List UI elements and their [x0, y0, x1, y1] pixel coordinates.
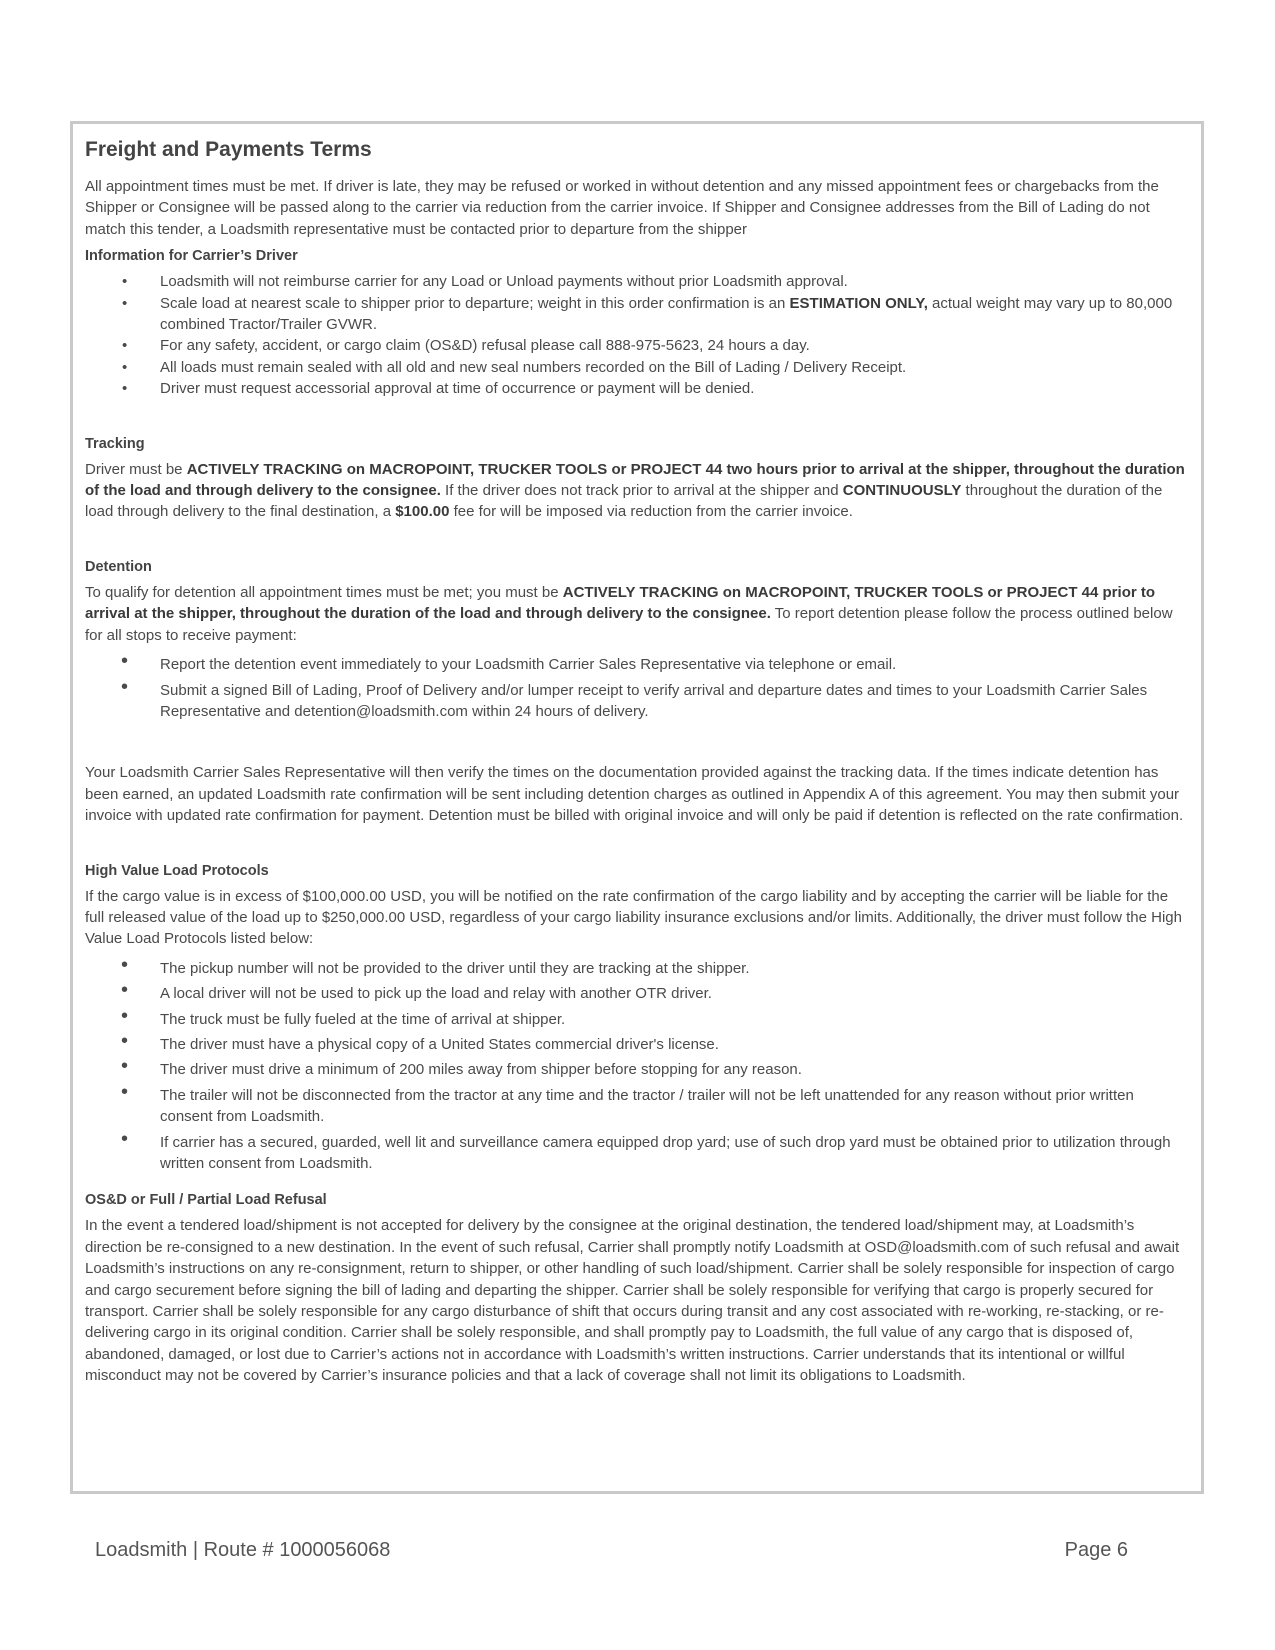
bullet-icon: •: [121, 1055, 129, 1078]
list-item: • The trailer will not be disconnected from the tractor at any time and the tractor / trailer will not be left unattended for any reason without prior written consent from Loadsmith.: [121, 1080, 1134, 1126]
bullet-icon: •: [122, 294, 128, 312]
osd-heading: OS&D or Full / Partial Load Refusal: [85, 1192, 327, 1209]
driver-info-heading: Information for Carrier’s Driver: [85, 248, 298, 265]
detention-list: [85, 650, 1189, 722]
page-footer: [95, 1539, 1128, 1562]
list-item: • Submit a signed Bill of Lading, Proof of Delivery and/or lumper receipt to verify arrival and departure dates and times to your Loadsmith Carrier Sales Representative and detention@loadsmith.com within 24 hours of delivery.: [121, 675, 1148, 720]
bullet-icon: •: [121, 953, 129, 976]
list-item: • A local driver will not be used to pick up the load and relay with another OTR driver.: [121, 979, 712, 1003]
tracking-heading: Tracking: [85, 435, 145, 452]
bullet-icon: •: [121, 1080, 129, 1103]
list-item: • The truck must be fully fueled at the time of arrival at shipper.: [121, 1004, 566, 1028]
bullet-icon: •: [122, 380, 128, 398]
list-item: • Driver must request accessorial approval at time of occurrence or payment will be denied.: [85, 378, 1189, 399]
detention-followup-paragraph: Your Loadsmith Carrier Sales Representative will then verify the times on the documentation provided against the tracking data. If the times indicate detention has been earned, an updated Loadsmith rate confirmation will be sent including detention charges as outlined in Appendix A of this agreement. You may then submit your invoice with updated rate confirmation for payment. Detention must be billed with original invoice and will only be paid if detention is reflected on the rate confirmation.: [85, 764, 1184, 825]
bullet-icon: •: [121, 979, 129, 1002]
high-value-heading: High Value Load Protocols: [85, 862, 269, 879]
list-item: • All loads must remain sealed with all old and new seal numbers recorded on the Bill of Lading / Delivery Receipt.: [85, 357, 1189, 378]
tracking-paragraph: Driver must be ACTIVELY TRACKING on MACROPOINT, TRUCKER TOOLS or PROJECT 44 two hours prior to arrival at the shipper, throughout the duration of the load and through delivery to the consignee. If the driver does not track prior to arrival at the shipper and CONTINUOUSLY throughout the duration of the load through delivery to the final destination, a $100.00 fee for will be imposed via reduction from the carrier invoice.: [85, 460, 1185, 521]
footer-route: Loadsmith | Route # 1000056068: [95, 1539, 391, 1561]
bullet-icon: •: [121, 650, 129, 673]
high-value-list: [85, 953, 1189, 1175]
bullet-icon: •: [122, 337, 128, 355]
bullet-icon: •: [122, 273, 128, 291]
bullet-icon: •: [121, 675, 129, 698]
list-item: • If carrier has a secured, guarded, well lit and surveillance camera equipped drop yard; use of such drop yard must be obtained prior to utilization through written consent from Loadsmith.: [121, 1127, 1171, 1172]
detention-paragraph: To qualify for detention all appointment times must be met; you must be ACTIVELY TRACKING on MACROPOINT, TRUCKER TOOLS or PROJECT 44 prior to arrival at the shipper, throughout the duration of the load and through delivery to the consignee. To report detention please follow the process outlined below for all stops to receive payment:: [85, 583, 1173, 644]
bullet-icon: •: [121, 1004, 129, 1027]
list-item: • The driver must have a physical copy of a United States commercial driver's license.: [121, 1029, 719, 1053]
bullet-icon: •: [121, 1127, 129, 1150]
list-item: • The driver must drive a minimum of 200 miles away from shipper before stopping for any reason.: [121, 1055, 802, 1079]
detention-heading: Detention: [85, 558, 152, 575]
page-number: Page 6: [1064, 1539, 1128, 1561]
driver-info-list: [85, 271, 1189, 399]
high-value-paragraph: If the cargo value is in excess of $100,000.00 USD, you will be notified on the rate confirmation of the cargo liability and by accepting the carrier will be liable for the full released value of the load up to $250,000.00 USD, regardless of your cargo liability insurance exclusions and/or limits. Additionally, the driver must follow the High Value Load Protocols listed below:: [85, 887, 1182, 948]
bullet-icon: •: [122, 358, 128, 376]
bullet-icon: •: [121, 1029, 129, 1052]
intro-paragraph: All appointment times must be met. If driver is late, they may be refused or worked in without detention and any missed appointment fees or chargebacks from the Shipper or Consignee will be passed along to the carrier via reduction from the carrier invoice. If Shipper and Consignee addresses from the Bill of Lading do not match this tender, a Loadsmith representative must be contacted prior to departure from the shipper: [85, 178, 1159, 238]
list-item: • Scale load at nearest scale to shipper prior to departure; weight in this order confirmation is an ESTIMATION ONLY, actual weight may vary up to 80,000 combined Tractor/Trailer GVWR.: [122, 294, 1173, 334]
list-item: • Loadsmith will not reimburse carrier for any Load or Unload payments without prior Loadsmith approval.: [85, 271, 1189, 292]
osd-paragraph: In the event a tendered load/shipment is not accepted for delivery by the consignee at the original destination, the tendered load/shipment may, at Loadsmith’s direction be re-consigned to a new destination. In the event of such refusal, Carrier shall promptly notify Loadsmith at OSD@loadsmith.com of such refusal and await Loadsmith’s instructions on any re-consignment, return to shipper, or other handling of such load/shipment. Carrier shall be solely responsible for inspection of cargo and cargo securement before signing the bill of lading and departing the shipper. Carrier shall be solely responsible for verifying that cargo is properly secured for transport. Carrier shall be solely responsible for any cargo disturbance of shift that occurs during transit and any cost associated with re-working, re-stacking, or re-delivering cargo in its original condition. Carrier shall be solely responsible, and shall promptly pay to Loadsmith, the full value of any cargo that is disposed of, abandoned, damaged, or lost due to Carrier’s actions not in accordance with Loadsmith’s written instructions. Carrier understands that its intentional or willful misconduct may not be covered by Carrier’s insurance policies and that a lack of coverage shall not limit its obligations to Loadsmith.: [85, 1217, 1180, 1385]
freight-terms-section: [70, 121, 1204, 1494]
list-item: • The pickup number will not be provided to the driver until they are tracking at the shipper.: [121, 953, 750, 977]
section-title: Freight and Payments Terms: [85, 138, 372, 161]
list-item: • For any safety, accident, or cargo claim (OS&D) refusal please call 888-975-5623, 24 hours a day.: [85, 335, 1189, 356]
list-item: • Report the detention event immediately to your Loadsmith Carrier Sales Representative via telephone or email.: [121, 650, 897, 674]
